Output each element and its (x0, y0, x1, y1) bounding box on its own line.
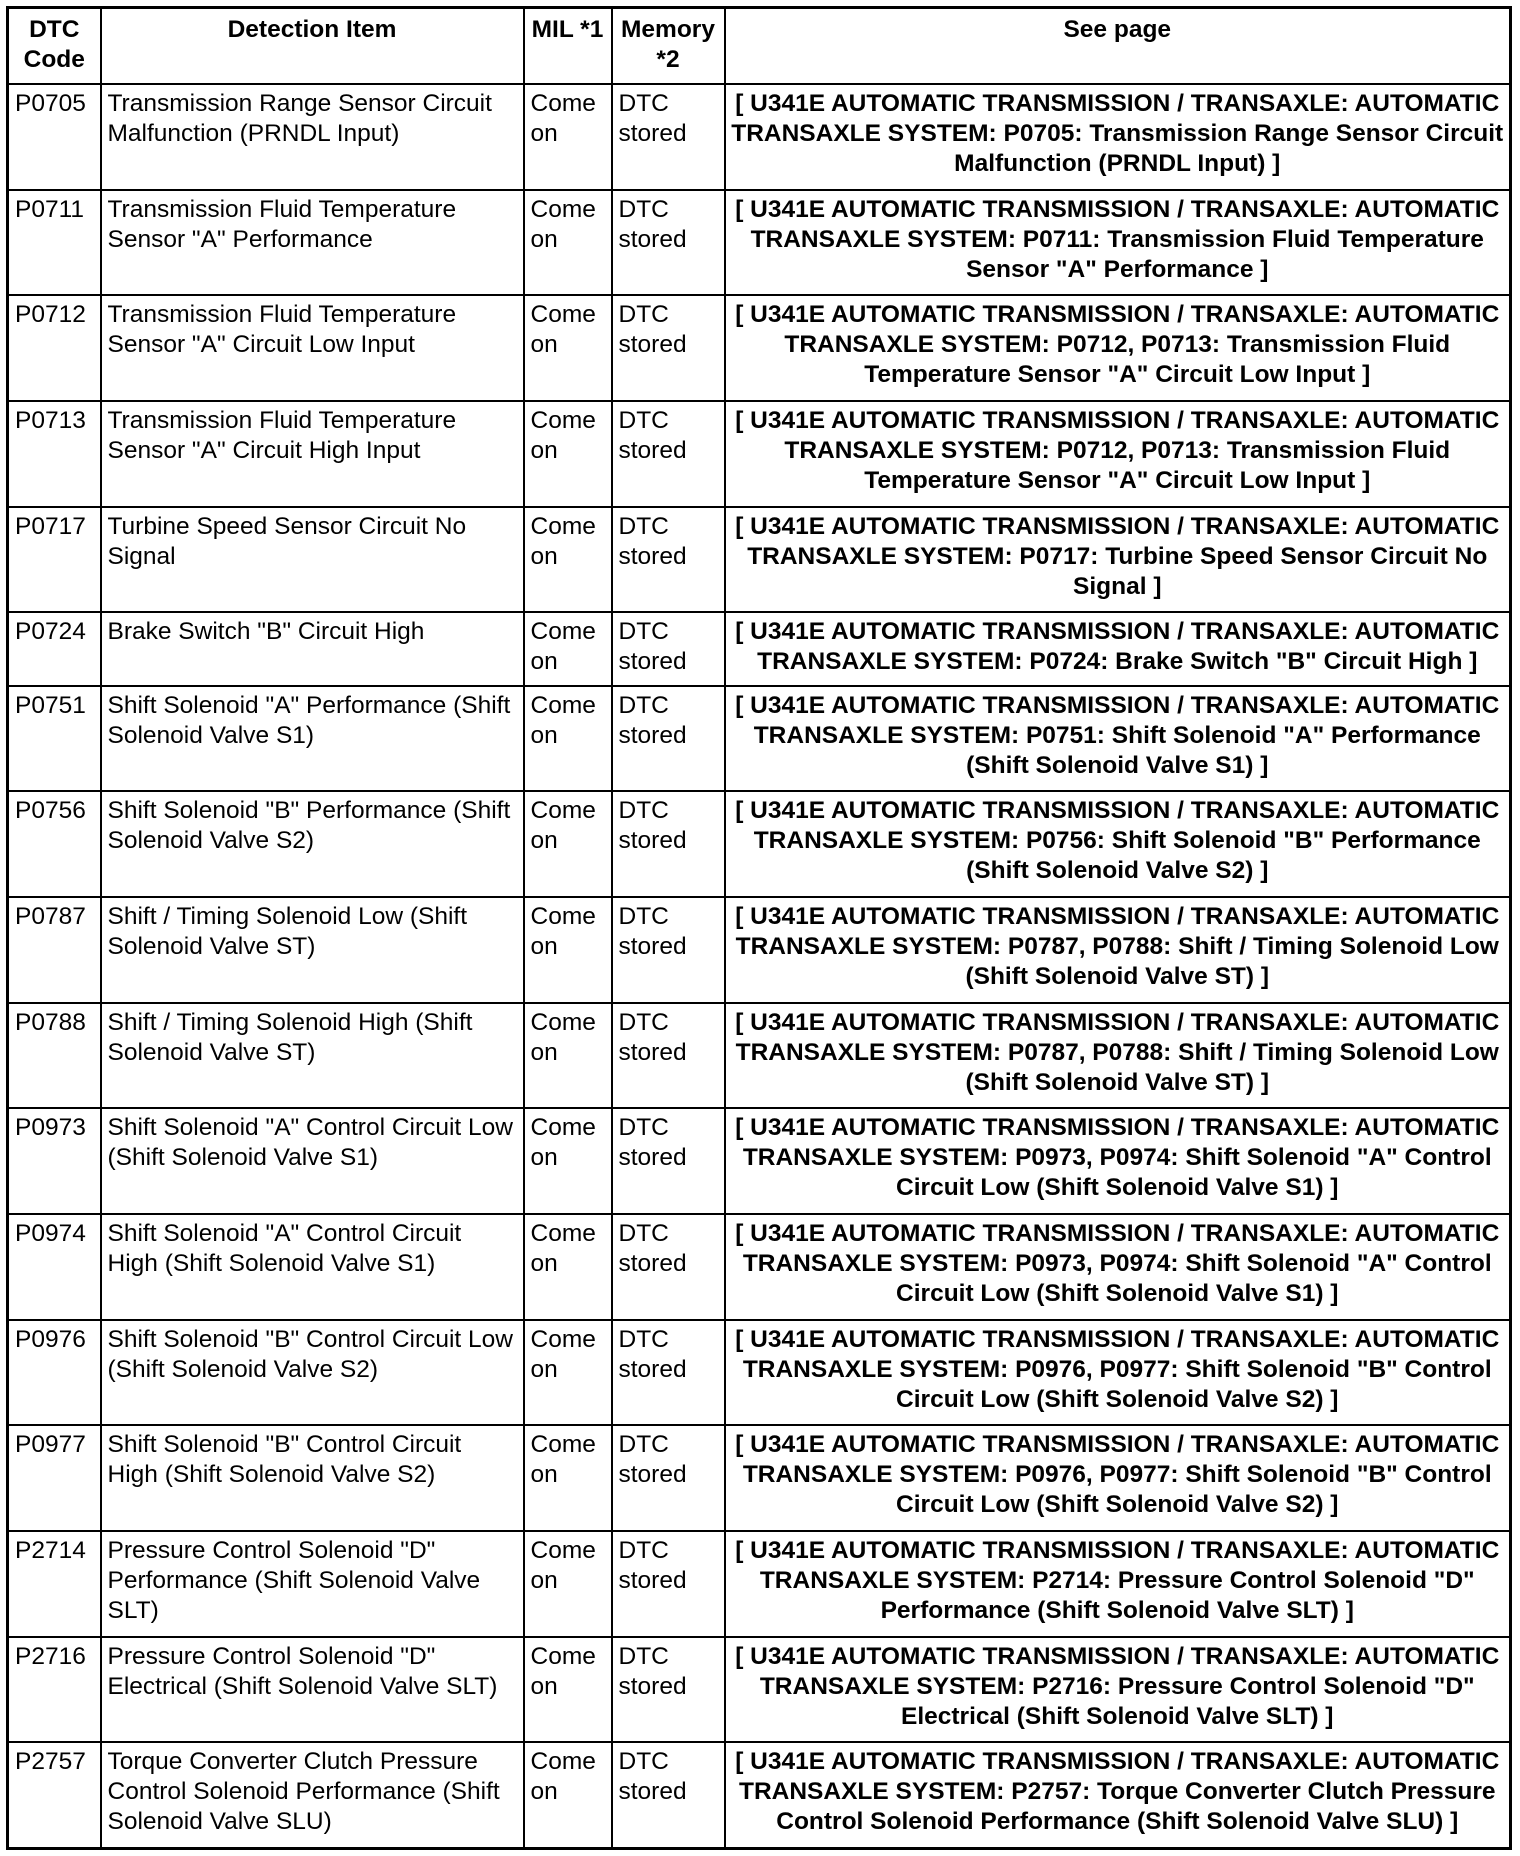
detection-item-cell: Shift Solenoid "B" Control Circuit Low (Shift Solenoid Valve S2) (101, 1320, 524, 1426)
mil-cell: Come on (524, 507, 612, 613)
table-row (8, 1320, 1511, 1426)
dtc-code-cell: P2714 (8, 1531, 101, 1637)
table-row (8, 791, 1511, 897)
mil-cell: Come on (524, 1637, 612, 1743)
table-row (8, 401, 1511, 507)
see-page-link[interactable]: [ U341E AUTOMATIC TRANSMISSION / TRANSAXLE: AUTOMATIC TRANSAXLE SYSTEM: P0717: Turbine Speed Sensor Circuit No Signal ] (725, 507, 1511, 613)
memory-cell: DTC stored (612, 897, 725, 1003)
header-see-page: See page (725, 8, 1511, 85)
see-page-link[interactable]: [ U341E AUTOMATIC TRANSMISSION / TRANSAXLE: AUTOMATIC TRANSAXLE SYSTEM: P0724: Brake Switch "B" Circuit High ] (725, 612, 1511, 685)
memory-cell: DTC stored (612, 612, 725, 685)
see-page-link[interactable]: [ U341E AUTOMATIC TRANSMISSION / TRANSAXLE: AUTOMATIC TRANSAXLE SYSTEM: P0787, P0788: Shift / Timing Solenoid Low (Shift Solenoid Valve ST) ] (725, 897, 1511, 1003)
table-row (8, 612, 1511, 685)
table-row (8, 1108, 1511, 1214)
memory-cell: DTC stored (612, 1425, 725, 1531)
detection-item-cell: Transmission Fluid Temperature Sensor "A" Circuit Low Input (101, 295, 524, 401)
see-page-link[interactable]: [ U341E AUTOMATIC TRANSMISSION / TRANSAXLE: AUTOMATIC TRANSAXLE SYSTEM: P0976, P0977: Shift Solenoid "B" Control Circuit Low (Shift Solenoid Valve S2) ] (725, 1425, 1511, 1531)
dtc-code-cell: P0724 (8, 612, 101, 685)
see-page-link[interactable]: [ U341E AUTOMATIC TRANSMISSION / TRANSAXLE: AUTOMATIC TRANSAXLE SYSTEM: P0976, P0977: Shift Solenoid "B" Control Circuit Low (Shift Solenoid Valve S2) ] (725, 1320, 1511, 1426)
see-page-link[interactable]: [ U341E AUTOMATIC TRANSMISSION / TRANSAXLE: AUTOMATIC TRANSAXLE SYSTEM: P2714: Pressure Control Solenoid "D" Performance (Shift Solenoid Valve SLT) ] (725, 1531, 1511, 1637)
dtc-code-cell: P0756 (8, 791, 101, 897)
memory-cell: DTC stored (612, 791, 725, 897)
dtc-code-cell: P0974 (8, 1214, 101, 1320)
mil-cell: Come on (524, 791, 612, 897)
table-row (8, 190, 1511, 296)
detection-item-cell: Shift Solenoid "B" Performance (Shift Solenoid Valve S2) (101, 791, 524, 897)
dtc-code-cell: P2757 (8, 1742, 101, 1848)
see-page-link[interactable]: [ U341E AUTOMATIC TRANSMISSION / TRANSAXLE: AUTOMATIC TRANSAXLE SYSTEM: P0705: Transmission Range Sensor Circuit Malfunction (PRNDL Input) ] (725, 84, 1511, 190)
memory-cell: DTC stored (612, 1003, 725, 1109)
detection-item-cell: Shift / Timing Solenoid Low (Shift Solenoid Valve ST) (101, 897, 524, 1003)
mil-cell: Come on (524, 1742, 612, 1848)
memory-cell: DTC stored (612, 1637, 725, 1743)
see-page-link[interactable]: [ U341E AUTOMATIC TRANSMISSION / TRANSAXLE: AUTOMATIC TRANSAXLE SYSTEM: P2716: Pressure Control Solenoid "D" Electrical (Shift Solenoid Valve SLT) ] (725, 1637, 1511, 1743)
see-page-link[interactable]: [ U341E AUTOMATIC TRANSMISSION / TRANSAXLE: AUTOMATIC TRANSAXLE SYSTEM: P0712, P0713: Transmission Fluid Temperature Sensor "A" Circuit Low Input ] (725, 401, 1511, 507)
table-row (8, 84, 1511, 190)
mil-cell: Come on (524, 1214, 612, 1320)
header-detection-item: Detection Item (101, 8, 524, 85)
mil-cell: Come on (524, 84, 612, 190)
table-row (8, 897, 1511, 1003)
detection-item-cell: Torque Converter Clutch Pressure Control Solenoid Performance (Shift Solenoid Valve SLU) (101, 1742, 524, 1848)
table-row (8, 1425, 1511, 1531)
table-row (8, 1214, 1511, 1320)
detection-item-cell: Shift Solenoid "A" Control Circuit High (Shift Solenoid Valve S1) (101, 1214, 524, 1320)
mil-cell: Come on (524, 1320, 612, 1426)
see-page-link[interactable]: [ U341E AUTOMATIC TRANSMISSION / TRANSAXLE: AUTOMATIC TRANSAXLE SYSTEM: P0751: Shift Solenoid "A" Performance (Shift Solenoid Valve S1) ] (725, 686, 1511, 792)
detection-item-cell: Transmission Fluid Temperature Sensor "A" Circuit High Input (101, 401, 524, 507)
memory-cell: DTC stored (612, 190, 725, 296)
detection-item-cell: Turbine Speed Sensor Circuit No Signal (101, 507, 524, 613)
memory-cell: DTC stored (612, 1531, 725, 1637)
detection-item-cell: Shift Solenoid "A" Performance (Shift Solenoid Valve S1) (101, 686, 524, 792)
table-row (8, 1531, 1511, 1637)
detection-item-cell: Brake Switch "B" Circuit High (101, 612, 524, 685)
table-row (8, 1742, 1511, 1848)
see-page-link[interactable]: [ U341E AUTOMATIC TRANSMISSION / TRANSAXLE: AUTOMATIC TRANSAXLE SYSTEM: P2757: Torque Converter Clutch Pressure Control Solenoid Performance (Shift Solenoid Valve SLU) ] (725, 1742, 1511, 1848)
see-page-link[interactable]: [ U341E AUTOMATIC TRANSMISSION / TRANSAXLE: AUTOMATIC TRANSAXLE SYSTEM: P0711: Transmission Fluid Temperature Sensor "A" Performance ] (725, 190, 1511, 296)
dtc-code-cell: P0977 (8, 1425, 101, 1531)
see-page-link[interactable]: [ U341E AUTOMATIC TRANSMISSION / TRANSAXLE: AUTOMATIC TRANSAXLE SYSTEM: P0973, P0974: Shift Solenoid "A" Control Circuit Low (Shift Solenoid Valve S1) ] (725, 1108, 1511, 1214)
table-header (8, 8, 1511, 85)
table-row (8, 1637, 1511, 1743)
see-page-link[interactable]: [ U341E AUTOMATIC TRANSMISSION / TRANSAXLE: AUTOMATIC TRANSAXLE SYSTEM: P0712, P0713: Transmission Fluid Temperature Sensor "A" Circuit Low Input ] (725, 295, 1511, 401)
see-page-link[interactable]: [ U341E AUTOMATIC TRANSMISSION / TRANSAXLE: AUTOMATIC TRANSAXLE SYSTEM: P0787, P0788: Shift / Timing Solenoid Low (Shift Solenoid Valve ST) ] (725, 1003, 1511, 1109)
dtc-code-cell: P0711 (8, 190, 101, 296)
memory-cell: DTC stored (612, 84, 725, 190)
mil-cell: Come on (524, 190, 612, 296)
detection-item-cell: Shift Solenoid "B" Control Circuit High (Shift Solenoid Valve S2) (101, 1425, 524, 1531)
dtc-code-cell: P0751 (8, 686, 101, 792)
dtc-code-cell: P0713 (8, 401, 101, 507)
header-memory: Memory *2 (612, 8, 725, 85)
dtc-table (6, 6, 1512, 1850)
dtc-code-cell: P0712 (8, 295, 101, 401)
memory-cell: DTC stored (612, 686, 725, 792)
memory-cell: DTC stored (612, 295, 725, 401)
table-row (8, 507, 1511, 613)
dtc-code-cell: P0787 (8, 897, 101, 1003)
dtc-code-cell: P0705 (8, 84, 101, 190)
see-page-link[interactable]: [ U341E AUTOMATIC TRANSMISSION / TRANSAXLE: AUTOMATIC TRANSAXLE SYSTEM: P0756: Shift Solenoid "B" Performance (Shift Solenoid Valve S2) ] (725, 791, 1511, 897)
mil-cell: Come on (524, 686, 612, 792)
dtc-code-cell: P0973 (8, 1108, 101, 1214)
mil-cell: Come on (524, 1108, 612, 1214)
table-row (8, 686, 1511, 792)
memory-cell: DTC stored (612, 401, 725, 507)
mil-cell: Come on (524, 612, 612, 685)
detection-item-cell: Transmission Range Sensor Circuit Malfunction (PRNDL Input) (101, 84, 524, 190)
header-mil: MIL *1 (524, 8, 612, 85)
mil-cell: Come on (524, 1531, 612, 1637)
detection-item-cell: Transmission Fluid Temperature Sensor "A" Performance (101, 190, 524, 296)
detection-item-cell: Pressure Control Solenoid "D" Electrical (Shift Solenoid Valve SLT) (101, 1637, 524, 1743)
mil-cell: Come on (524, 295, 612, 401)
mil-cell: Come on (524, 1425, 612, 1531)
dtc-code-cell: P0717 (8, 507, 101, 613)
mil-cell: Come on (524, 1003, 612, 1109)
memory-cell: DTC stored (612, 1214, 725, 1320)
detection-item-cell: Pressure Control Solenoid "D" Performance (Shift Solenoid Valve SLT) (101, 1531, 524, 1637)
dtc-code-cell: P0788 (8, 1003, 101, 1109)
table-row (8, 295, 1511, 401)
table-body (8, 84, 1511, 1849)
memory-cell: DTC stored (612, 1742, 725, 1848)
mil-cell: Come on (524, 401, 612, 507)
detection-item-cell: Shift / Timing Solenoid High (Shift Solenoid Valve ST) (101, 1003, 524, 1109)
detection-item-cell: Shift Solenoid "A" Control Circuit Low (Shift Solenoid Valve S1) (101, 1108, 524, 1214)
memory-cell: DTC stored (612, 1108, 725, 1214)
mil-cell: Come on (524, 897, 612, 1003)
dtc-code-cell: P2716 (8, 1637, 101, 1743)
see-page-link[interactable]: [ U341E AUTOMATIC TRANSMISSION / TRANSAXLE: AUTOMATIC TRANSAXLE SYSTEM: P0973, P0974: Shift Solenoid "A" Control Circuit Low (Shift Solenoid Valve S1) ] (725, 1214, 1511, 1320)
memory-cell: DTC stored (612, 1320, 725, 1426)
header-dtc-code: DTC Code (8, 8, 101, 85)
header-row (8, 8, 1511, 85)
table-row (8, 1003, 1511, 1109)
dtc-code-cell: P0976 (8, 1320, 101, 1426)
memory-cell: DTC stored (612, 507, 725, 613)
